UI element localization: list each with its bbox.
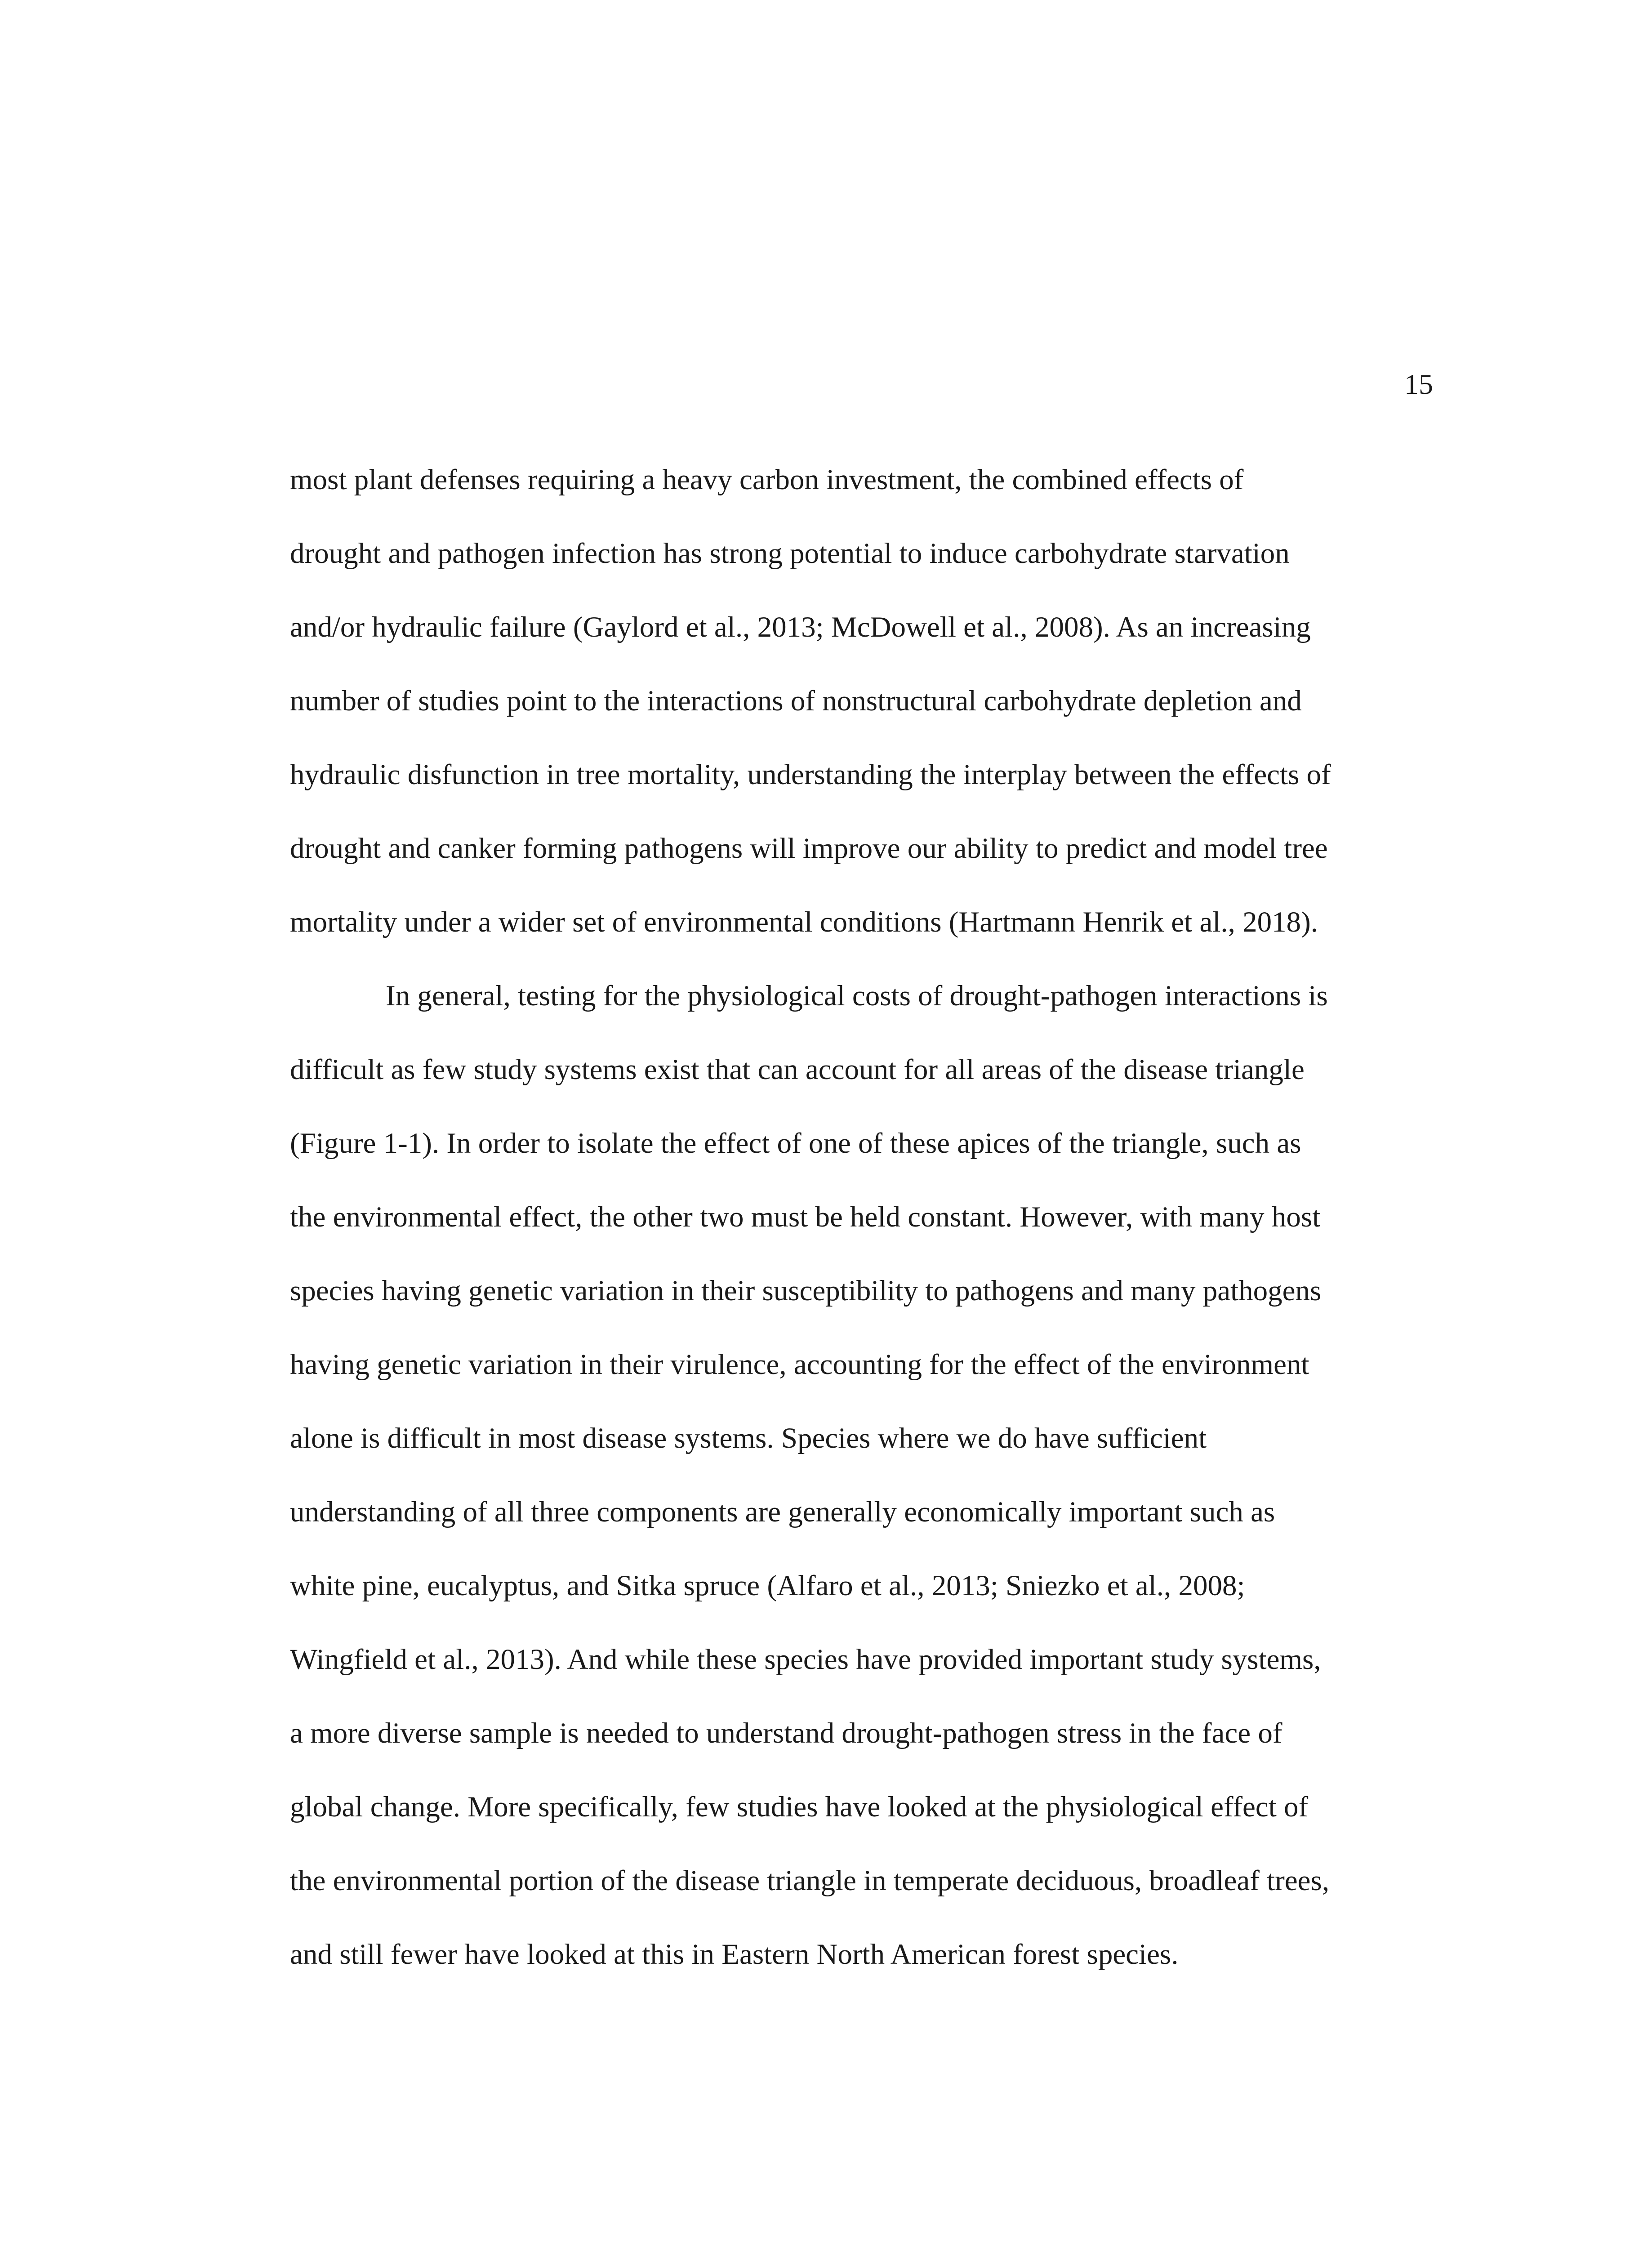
text-line: drought and pathogen infection has strong potential to induce carbohydrate starvation: [290, 537, 1290, 570]
text-line: and still fewer have looked at this in Eastern North American forest species.: [290, 1938, 1179, 1971]
body-text: [290, 443, 1443, 1991]
paragraph-start-line: In general, testing for the physiological costs of drought-pathogen interactions is: [386, 980, 1328, 1012]
text-line: Wingfield et al., 2013). And while these species have provided important study systems,: [290, 1643, 1321, 1676]
text-line: the environmental effect, the other two must be held constant. However, with many host: [290, 1201, 1321, 1233]
text-line: (Figure 1-1). In order to isolate the effect of one of these apices of the triangle, such as: [290, 1127, 1301, 1160]
page-number: 15: [1404, 368, 1433, 400]
text-line: mortality under a wider set of environmental conditions (Hartmann Henrik et al., 2018).: [290, 906, 1318, 938]
text-line: white pine, eucalyptus, and Sitka spruce (Alfaro et al., 2013; Sniezko et al., 2008;: [290, 1570, 1245, 1602]
text-line: difficult as few study systems exist that can account for all areas of the disease triangle: [290, 1053, 1305, 1086]
text-line: a more diverse sample is needed to understand drought-pathogen stress in the face of: [290, 1717, 1282, 1749]
text-line: global change. More specifically, few studies have looked at the physiological effect of: [290, 1791, 1309, 1823]
text-line: alone is difficult in most disease systems. Species where we do have sufficient: [290, 1422, 1207, 1454]
text-line: and/or hydraulic failure (Gaylord et al., 2013; McDowell et al., 2008). As an increasing: [290, 611, 1311, 643]
text-line: number of studies point to the interactions of nonstructural carbohydrate depletion and: [290, 685, 1302, 717]
text-line: the environmental portion of the disease triangle in temperate deciduous, broadleaf trees,: [290, 1864, 1330, 1897]
text-line: understanding of all three components are generally economically important such as: [290, 1496, 1275, 1528]
text-line: most plant defenses requiring a heavy carbon investment, the combined effects of: [290, 464, 1244, 496]
text-line: hydraulic disfunction in tree mortality, understanding the interplay between the effects of: [290, 758, 1331, 791]
text-line: drought and canker forming pathogens will improve our ability to predict and model tree: [290, 832, 1328, 865]
text-line: species having genetic variation in their susceptibility to pathogens and many pathogens: [290, 1275, 1322, 1307]
text-line: having genetic variation in their virulence, accounting for the effect of the environment: [290, 1348, 1309, 1381]
